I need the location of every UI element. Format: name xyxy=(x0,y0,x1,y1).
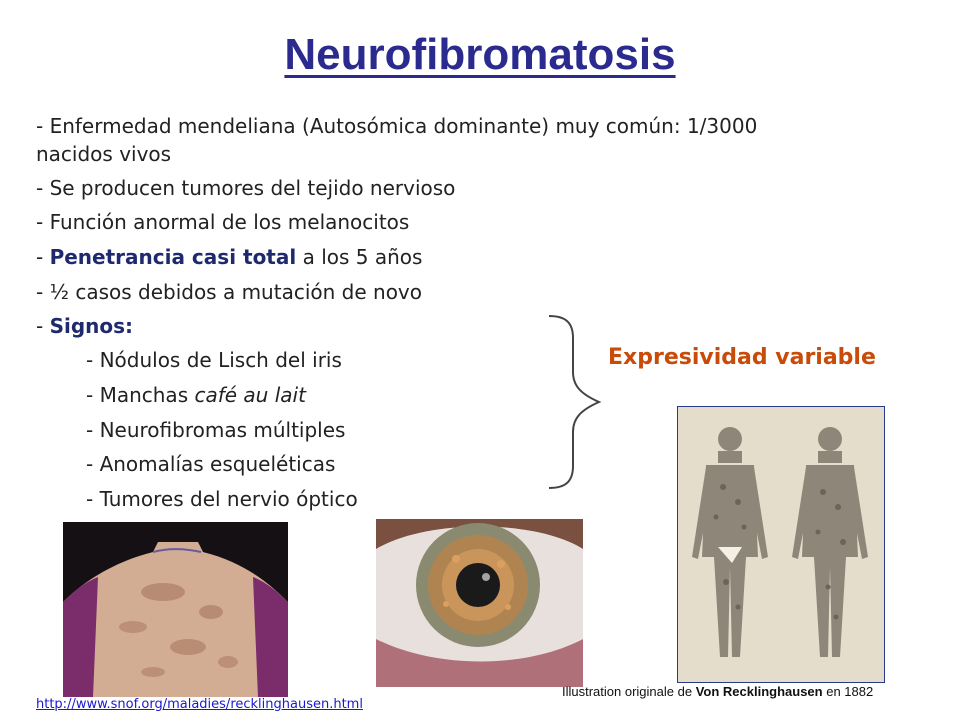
bullet-penetrance-dash: - xyxy=(36,245,50,269)
cafe-au-lait-back-photo xyxy=(63,522,288,697)
bullet-penetrance-bold: Penetrancia casi total xyxy=(49,245,297,269)
bullet-de-novo: - ½ casos debidos a mutación de novo xyxy=(36,280,422,304)
bullet-penetrance-rest: a los 5 años xyxy=(296,245,423,269)
bullet-inheritance xyxy=(36,114,757,138)
sign-neurofibromas: - Neurofibromas múltiples xyxy=(86,418,346,442)
von-recklinghausen-illustration xyxy=(677,406,885,683)
source-link[interactable]: http://www.snof.org/maladies/recklinghausen.html xyxy=(36,697,363,712)
sign-cafe-au-lait-pre: - Manchas xyxy=(86,383,195,407)
bullet-melanocytes: - Función anormal de los melanocitos xyxy=(36,210,410,234)
bullet-penetrance xyxy=(36,245,422,269)
curly-brace xyxy=(545,310,605,494)
sign-cafe-au-lait xyxy=(86,383,306,407)
bullet-signs-bold: Signos: xyxy=(49,314,134,338)
sign-lisch-nodules: - Nódulos de Lisch del iris xyxy=(86,348,342,372)
sign-optic-tumors: - Tumores del nervio óptico xyxy=(86,487,358,511)
caption-post: en 1882 xyxy=(822,684,874,699)
bullet-inheritance-line2: nacidos vivos xyxy=(36,142,172,166)
slide-title: Neurofibromatosis xyxy=(284,30,676,79)
caption-pre: Illustration originale de xyxy=(562,684,696,699)
bullet-inheritance-line1: - Enfermedad mendeliana (Autosómica dominante) muy común: 1/3000 xyxy=(36,114,758,138)
sign-skeletal: - Anomalías esqueléticas xyxy=(86,452,336,476)
bullet-nerve-tumors: - Se producen tumores del tejido nervioso xyxy=(36,176,456,200)
sign-cafe-au-lait-italic: café au lait xyxy=(194,383,306,407)
bullet-signs xyxy=(36,314,133,338)
bullet-signs-dash: - xyxy=(36,314,50,338)
lisch-nodules-eye-photo xyxy=(376,519,583,687)
variable-expressivity-label: Expresividad variable xyxy=(608,345,876,370)
illustration-caption xyxy=(562,684,873,699)
caption-author: Von Recklinghausen xyxy=(695,684,823,699)
